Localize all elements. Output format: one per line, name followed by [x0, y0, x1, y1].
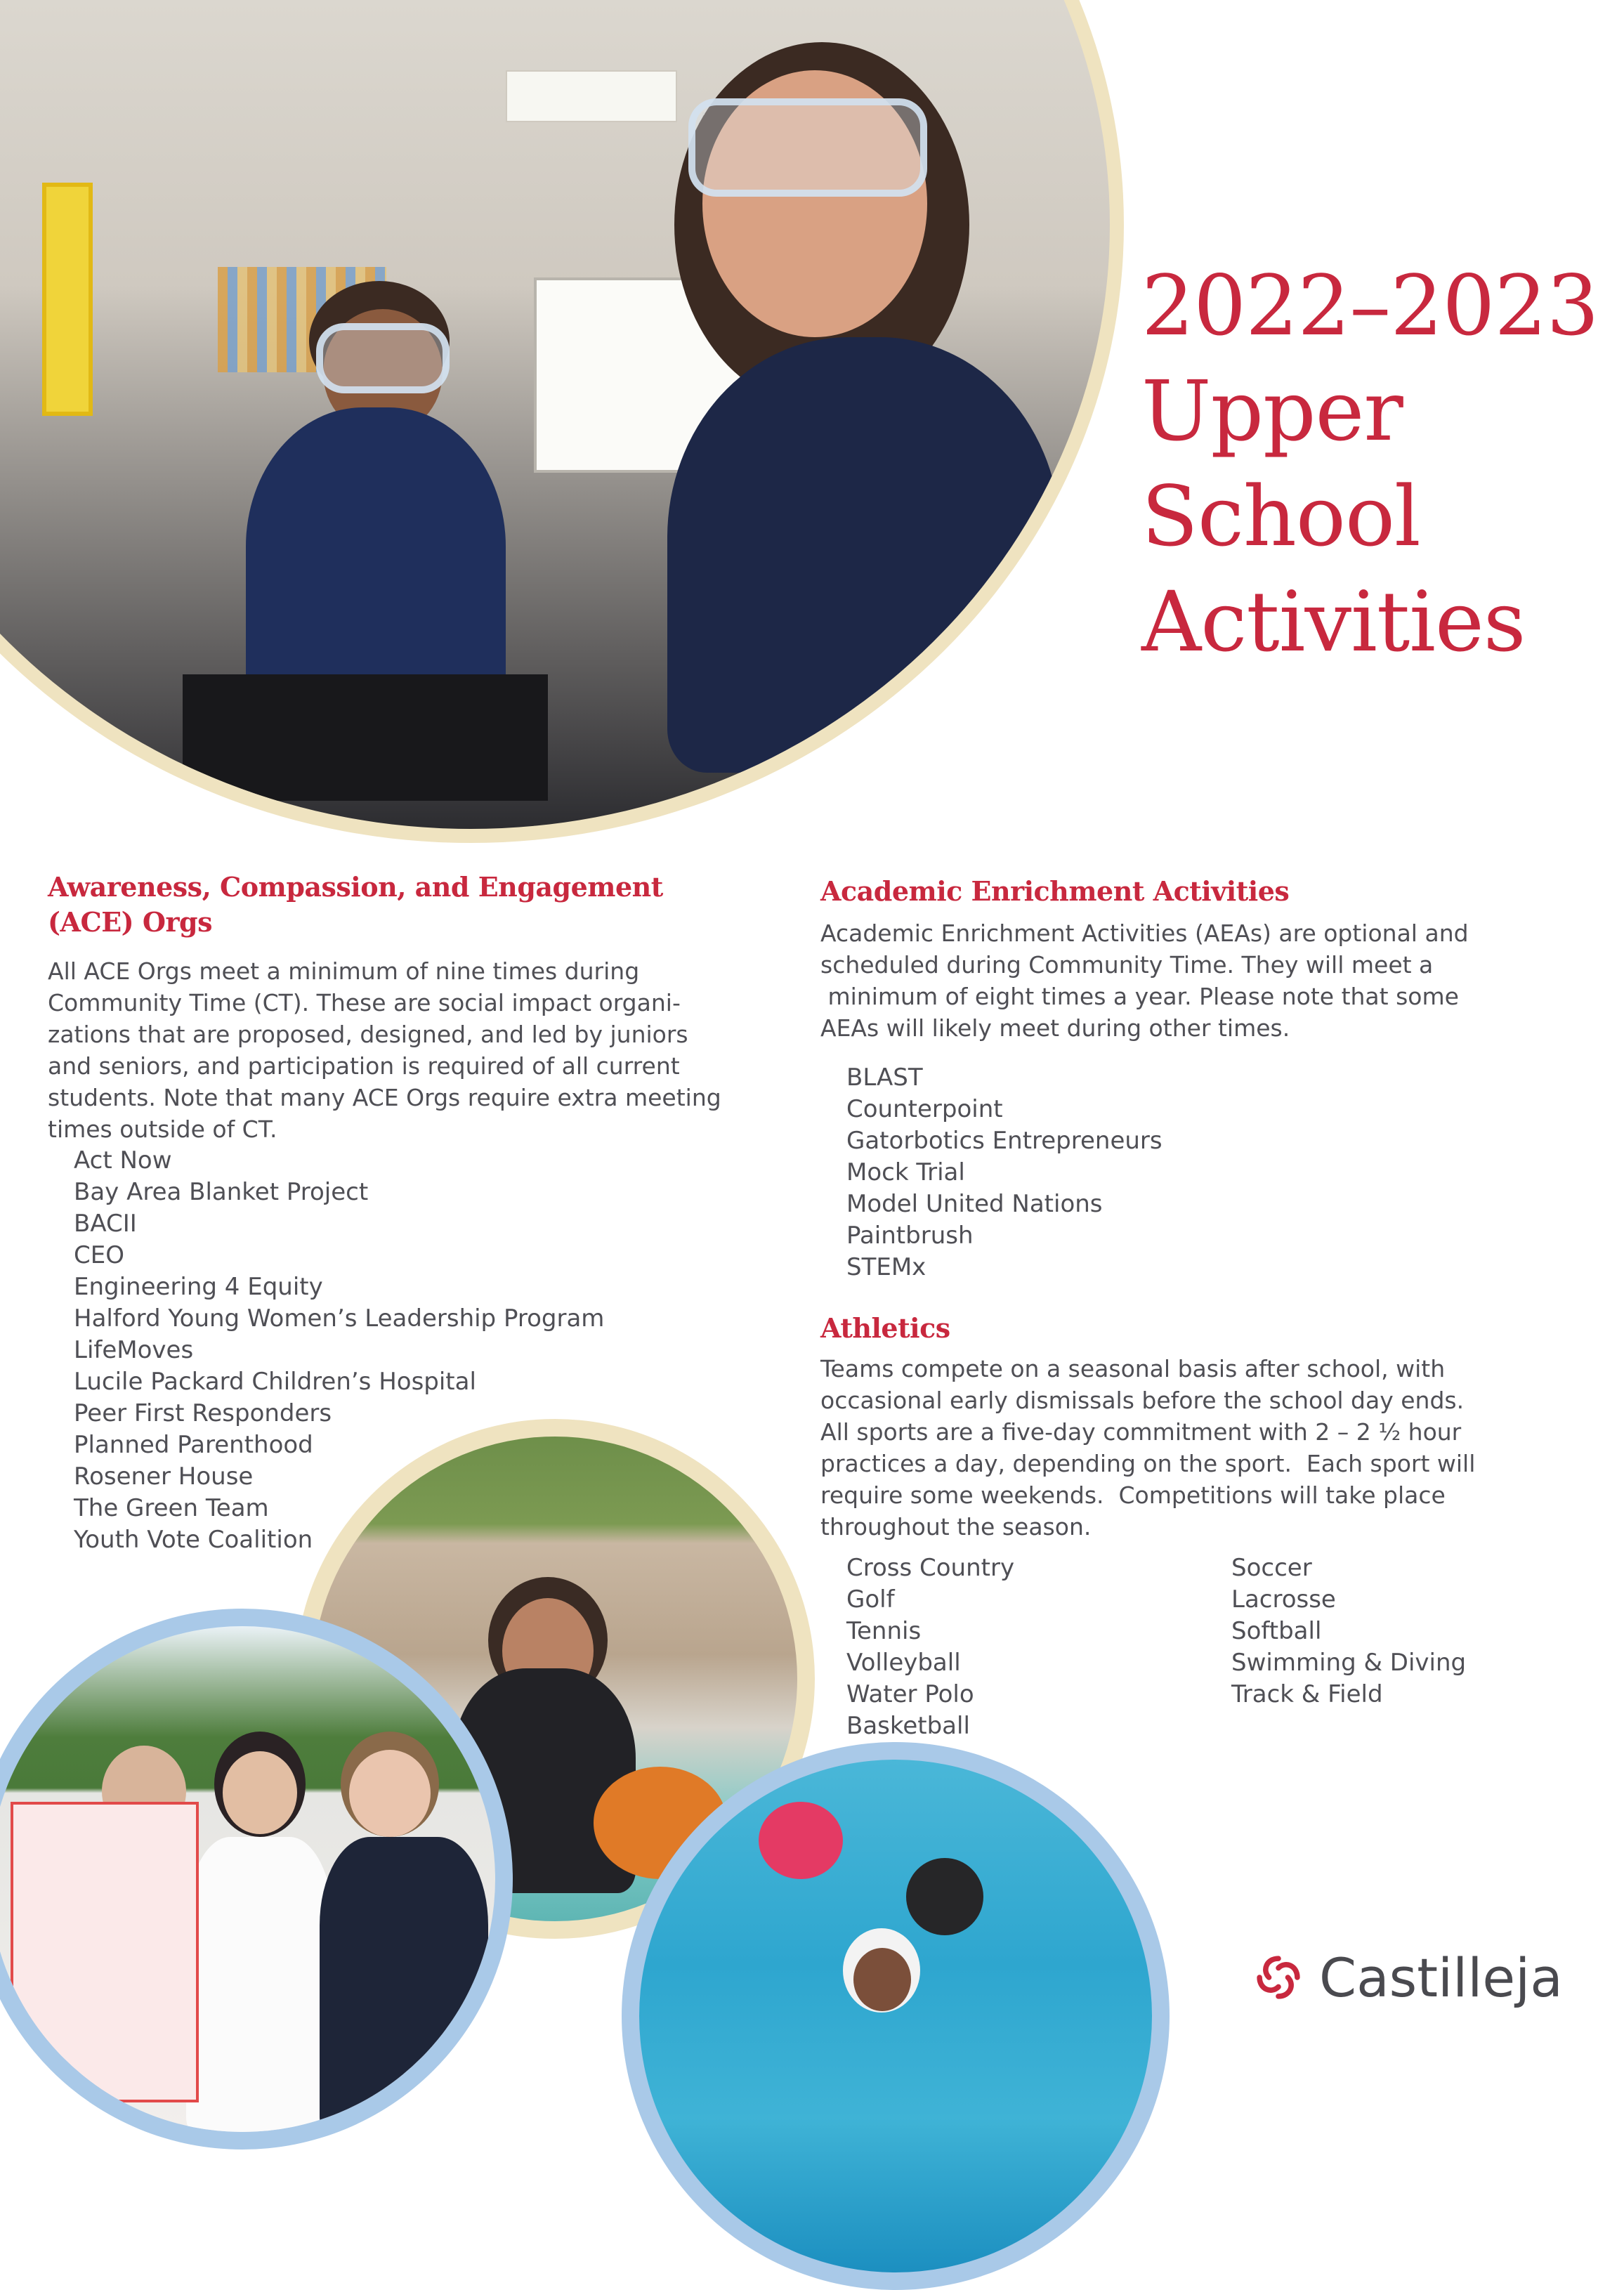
- sport-item: Lacrosse: [1231, 1585, 1336, 1614]
- ace-org-item: CEO: [74, 1241, 124, 1269]
- title-school: School: [1141, 468, 1420, 565]
- sport-item: Volleyball: [846, 1649, 961, 1677]
- ace-description-line: All ACE Orgs meet a minimum of nine times during: [48, 957, 640, 985]
- ace-description-line: zations that are proposed, designed, and led by juniors: [48, 1021, 688, 1048]
- ace-heading: [48, 870, 750, 940]
- athletics-heading: Athletics: [820, 1312, 950, 1344]
- sport-item: Cross Country: [846, 1554, 1015, 1582]
- sport-item: Water Polo: [846, 1680, 974, 1708]
- students-photo: [0, 1626, 495, 2132]
- ace-heading-line1: Awareness, Compassion, and Engagement: [48, 871, 663, 903]
- aea-item: Gatorbotics Entrepreneurs: [846, 1127, 1163, 1155]
- ace-org-item: Halford Young Women’s Leadership Program: [74, 1304, 605, 1333]
- ace-description-line: times outside of CT.: [48, 1115, 277, 1143]
- aea-list: [846, 1062, 1163, 1283]
- aea-item: Model United Nations: [846, 1190, 1103, 1218]
- athletics-description-line: Teams compete on a seasonal basis after school, with: [820, 1355, 1446, 1382]
- sports-list-column-1: [846, 1552, 1014, 1742]
- castilleja-knot-icon: [1249, 1948, 1308, 2007]
- page-title: [1141, 253, 1605, 674]
- athletics-description-line: practices a day, depending on the sport. Each sport will: [820, 1450, 1476, 1477]
- title-activities: Activities: [1141, 573, 1526, 670]
- ace-org-item: Rosener House: [74, 1463, 254, 1491]
- ace-org-item: Peer First Responders: [74, 1399, 332, 1427]
- aea-description-line: minimum of eight times a year. Please note that some: [820, 983, 1459, 1010]
- title-upper: Upper: [1141, 362, 1403, 459]
- sport-item: Swimming & Diving: [1231, 1649, 1467, 1677]
- aea-item: Counterpoint: [846, 1095, 1003, 1123]
- athletics-description: [820, 1353, 1593, 1543]
- sport-item: Softball: [1231, 1617, 1322, 1645]
- castilleja-logo: [1249, 1946, 1563, 2009]
- athletics-description-line: throughout the season.: [820, 1513, 1092, 1540]
- ace-description: [48, 955, 750, 1145]
- ace-org-item: BACII: [74, 1210, 137, 1238]
- aea-item: Mock Trial: [846, 1158, 965, 1186]
- title-years: 2022–2023: [1141, 257, 1599, 354]
- water-polo-photo: [639, 1760, 1152, 2272]
- aea-description: [820, 917, 1593, 1044]
- aea-description-line: scheduled during Community Time. They will meet a: [820, 951, 1434, 979]
- ace-org-item: Act Now: [74, 1146, 172, 1175]
- athletics-description-line: All sports are a five-day commitment with 2 – 2 ½ hour: [820, 1418, 1462, 1446]
- ace-org-item: Planned Parenthood: [74, 1431, 313, 1459]
- athletics-description-line: require some weekends. Competitions will take place: [820, 1481, 1446, 1509]
- ace-description-line: Community Time (CT). These are social impact organi-: [48, 989, 681, 1016]
- ace-org-item: Engineering 4 Equity: [74, 1273, 323, 1301]
- sport-item: Tennis: [846, 1617, 922, 1645]
- ace-heading-line2: (ACE) Orgs: [48, 906, 212, 938]
- ace-org-item: LifeMoves: [74, 1336, 194, 1364]
- athletics-description-line: occasional early dismissals before the school day ends.: [820, 1387, 1465, 1414]
- aea-item: Paintbrush: [846, 1222, 974, 1250]
- ace-org-item: Youth Vote Coalition: [74, 1526, 313, 1554]
- sport-item: Soccer: [1231, 1554, 1312, 1582]
- sport-item: Basketball: [846, 1712, 970, 1740]
- ace-org-item: Lucile Packard Children’s Hospital: [74, 1368, 476, 1396]
- sports-list-column-2: [1231, 1552, 1466, 1710]
- logo-wordmark: Castilleja: [1319, 1946, 1563, 2009]
- aea-item: BLAST: [846, 1064, 923, 1092]
- sport-item: Track & Field: [1231, 1680, 1383, 1708]
- ace-org-item: The Green Team: [74, 1494, 269, 1522]
- aea-heading: Academic Enrichment Activities: [820, 875, 1290, 907]
- ace-org-item: Bay Area Blanket Project: [74, 1178, 369, 1206]
- sport-item: Golf: [846, 1585, 895, 1614]
- ace-description-line: and seniors, and participation is required of all current: [48, 1052, 680, 1080]
- ace-description-line: students. Note that many ACE Orgs require extra meeting: [48, 1084, 721, 1111]
- aea-item: STEMx: [846, 1253, 926, 1281]
- aea-description-line: AEAs will likely meet during other times.: [820, 1014, 1290, 1042]
- lab-photo: [0, 0, 1110, 829]
- lab-photo-ring: [0, 0, 1124, 843]
- aea-description-line: Academic Enrichment Activities (AEAs) are optional and: [820, 920, 1469, 947]
